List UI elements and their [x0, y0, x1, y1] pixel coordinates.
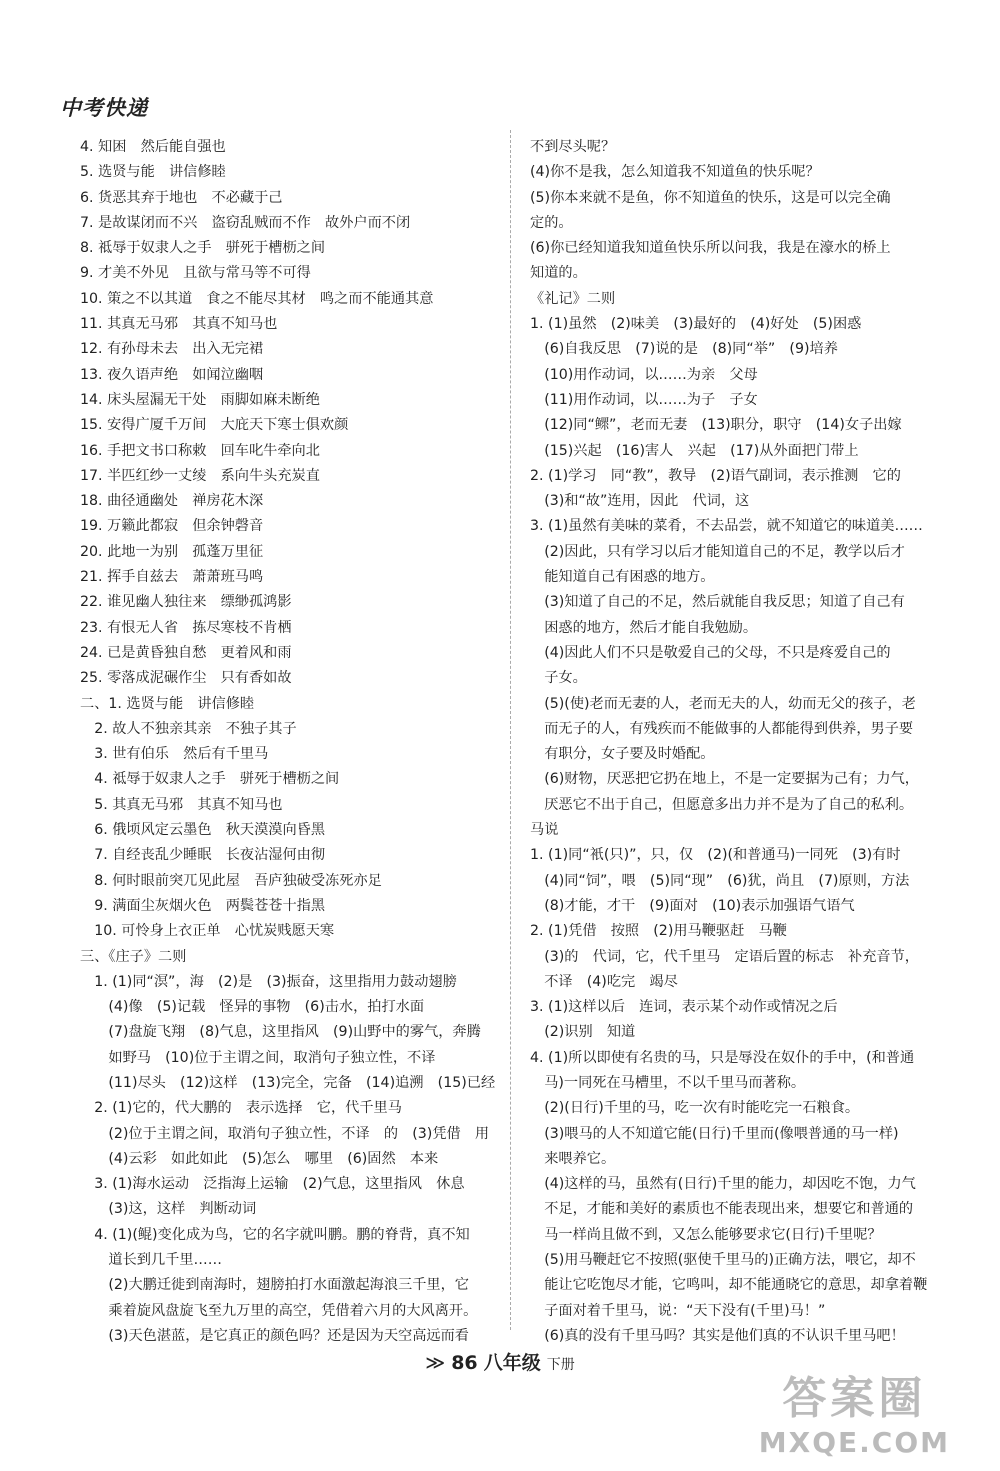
text-line: (4)云彩 如此如此 (5)怎么 哪里 (6)固然 本来 — [80, 1150, 439, 1167]
text-line: 马一样尚且做不到，又怎么能够要求它(日行)千里呢？ — [530, 1226, 882, 1243]
text-line: 1. (1)同“衹(只)”，只，仅 (2)(和普通马)一同死 (3)有时 — [530, 847, 901, 864]
text-line: 7. 是故谋闭而不兴 盗窃乱贼而不作 故外户而不闭 — [80, 214, 411, 231]
text-line: 18. 曲径通幽处 禅房花木深 — [80, 493, 264, 510]
text-line: (7)盘旋飞翔 (8)气息，这里指风 (9)山野中的雾气，奔腾 — [80, 1024, 481, 1041]
text-line: 24. 已是黄昏独自愁 更着风和雨 — [80, 644, 292, 661]
text-line: (4)你不是我，怎么知道我不知道鱼的快乐呢？ — [530, 164, 820, 181]
text-line: 有职分，女子要及时婚配。 — [530, 746, 715, 763]
text-line: 22. 谁见幽人独往来 缥缈孤鸿影 — [80, 594, 292, 611]
text-line: (5)(使)老而无妻的人，老而无夫的人，幼而无父的孩子，老 — [530, 695, 916, 712]
text-line: 5. 其真无马邪 其真不知马也 — [80, 796, 283, 813]
text-line: 《礼记》二则 — [530, 290, 616, 307]
text-line: (2)位于主谓之间，取消句子独立性，不译 的 (3)凭借 用 — [80, 1125, 490, 1142]
text-line: 定的。 — [530, 214, 573, 231]
right-column — [530, 135, 970, 1349]
text-line: 4. 知困 然后能自强也 — [80, 139, 226, 155]
text-line: 厌恶它不出于自己，但愿意多出力并不是为了自己的私利。 — [530, 796, 914, 813]
text-line: 10. 可怜身上衣正单 心忧炭贱愿天寒 — [80, 923, 335, 940]
text-line: (15)兴起 (16)害人 兴起 (17)从外面把门带上 — [530, 442, 859, 459]
text-line: 4. (1)所以即使有名贵的马，只是辱没在奴仆的手中，(和普通 — [530, 1049, 915, 1066]
text-line: 15. 安得广厦千万间 大庇天下寒士俱欢颜 — [80, 417, 349, 434]
text-line: 2. (1)学习 同“教”，教导 (2)语气副词，表示推测 它的 — [530, 467, 901, 484]
text-line: (6)自我反思 (7)说的是 (8)同“举” (9)培养 — [530, 341, 838, 358]
text-line: (11)尽头 (12)这样 (13)完全，完备 (14)追溯 (15)已经 — [80, 1074, 496, 1091]
text-line: 1. (1)虽然 (2)味美 (3)最好的 (4)好处 (5)困惑 — [530, 316, 862, 333]
text-line: (12)同“鳏”，老而无妻 (13)职分，职守 (14)女子出嫁 — [530, 417, 902, 434]
text-line: 21. 挥手自兹去 萧萧班马鸣 — [80, 569, 264, 586]
text-line: (2)因此，只有学习以后才能知道自己的不足，教学以后才 — [530, 543, 905, 560]
text-line: 13. 夜久语声绝 如闻泣幽咽 — [80, 366, 264, 383]
text-line: 9. 才美不外见 且欲与常马等不可得 — [80, 265, 311, 282]
text-line: (6)你已经知道我知道鱼快乐所以问我，我是在濠水的桥上 — [530, 240, 891, 257]
text-line: (2)识别 知道 — [530, 1024, 636, 1041]
text-line: (3)的 代词，它，代千里马 定语后置的标志 补充音节， — [530, 948, 919, 965]
text-line: 2. 故人不独亲其亲 不独子其子 — [80, 720, 297, 737]
text-line: (5)用马鞭赶它不按照(驱使千里马的)正确方法，喂它，却不 — [530, 1252, 916, 1269]
text-line: 7. 自经丧乱少睡眠 长夜沾湿何由彻 — [80, 847, 326, 864]
text-line: 道长到几千里…… — [80, 1252, 222, 1269]
text-line: 3. (1)这样以后 连词，表示某个动作或情况之后 — [530, 999, 838, 1016]
text-line: 困惑的地方，然后才能自我勉励。 — [530, 619, 758, 636]
text-line: 三、《庄子》二则 — [80, 948, 187, 965]
text-line: 25. 零落成泥碾作尘 只有香如故 — [80, 670, 292, 687]
text-line: (2)(日行)千里的马，吃一次有时能吃完一石粮食。 — [530, 1100, 860, 1117]
text-line: 19. 万籁此都寂 但余钟磬音 — [80, 518, 264, 535]
text-line: (3)天色湛蓝，是它真正的颜色吗？还是因为天空高远而看 — [80, 1327, 469, 1344]
text-line: 知道的。 — [530, 265, 587, 282]
watermark-text: 答案圈 — [782, 1373, 927, 1424]
watermark-url: MXQE.COM — [758, 1426, 950, 1459]
column-divider — [510, 130, 511, 1330]
text-line: (5)你本来就不是鱼，你不知道鱼的快乐，这是可以完全确 — [530, 189, 891, 206]
text-line: 3. (1)虽然有美味的菜肴，不去品尝，就不知道它的味道美…… — [530, 518, 923, 535]
text-line: 9. 满面尘灰烟火色 两鬓苍苍十指黑 — [80, 897, 326, 914]
page-header-title: 中考快递 — [60, 96, 148, 120]
text-line: 2. (1)它的，代大鹏的 表示选择 它，代千里马 — [80, 1100, 402, 1117]
text-line: 14. 床头屋漏无干处 雨脚如麻未断绝 — [80, 391, 320, 408]
page-number: 86 — [451, 1352, 478, 1374]
text-line: 4. (1)(鲲)变化成为鸟，它的名字就叫鹏。鹏的脊背，真不知 — [80, 1226, 470, 1243]
text-line: 5. 选贤与能 讲信修睦 — [80, 164, 226, 181]
text-line: 16. 手把文书口称敕 回车叱牛牵向北 — [80, 442, 320, 459]
text-line: (2)大鹏迁徙到南海时，翅膀拍打水面激起海浪三千里，它 — [80, 1277, 469, 1294]
left-column — [80, 135, 520, 1349]
text-line: 不到尽头呢？ — [530, 139, 616, 155]
watermark — [759, 1362, 950, 1459]
text-line: (6)财物，厌恶把它扔在地上，不是一定要据为己有；力气， — [530, 771, 919, 788]
text-line: 马说 — [530, 822, 559, 839]
text-line: 12. 有孙母未去 出入无完裙 — [80, 341, 264, 358]
text-line: (4)因此人们不只是敬爱自己的父母，不只是疼爱自己的 — [530, 644, 891, 661]
text-line: 11. 其真无马邪 其真不知马也 — [80, 316, 278, 333]
text-line: 3. 世有伯乐 然后有千里马 — [80, 746, 269, 763]
text-line: (3)和“故”连用，因此 代词，这 — [530, 493, 750, 510]
text-line: 10. 策之不以其道 食之不能尽其材 鸣之而不能通其意 — [80, 290, 434, 307]
text-line: 6. 俄顷风定云墨色 秋天漠漠向昏黑 — [80, 822, 326, 839]
footer-arrows: ≫ — [425, 1352, 446, 1374]
text-line: 不足，才能和美好的素质也不能表现出来，想要它和普通的 — [530, 1201, 914, 1218]
text-line: 8. 何时眼前突兀见此屋 吾庐独破受冻死亦足 — [80, 872, 382, 889]
text-line: (3)喂马的人不知道它能(日行)千里而(像喂普通的马一样) — [530, 1125, 899, 1142]
text-line: 2. (1)凭借 按照 (2)用马鞭驱赶 马鞭 — [530, 923, 787, 940]
text-line: 23. 有恨无人省 拣尽寒枝不肯栖 — [80, 619, 292, 636]
text-line: 如野马 (10)位于主谓之间，取消句子独立性，不译 — [80, 1049, 436, 1066]
text-line: 3. (1)海水运动 泛指海上运输 (2)气息，这里指风 休息 — [80, 1176, 465, 1193]
text-line: 17. 半匹红纱一丈绫 系向牛头充炭直 — [80, 467, 320, 484]
text-line: 来喂养它。 — [530, 1150, 616, 1167]
text-line: 子面对着千里马，说：“天下没有(千里)马！” — [530, 1302, 826, 1319]
text-line: 1. (1)同“溟”，海 (2)是 (3)振奋，这里指用力鼓动翅膀 — [80, 973, 457, 990]
text-line: 20. 此地一为别 孤蓬万里征 — [80, 543, 264, 560]
text-line: 能知道自己有困惑的地方。 — [530, 569, 715, 586]
text-line: (3)知道了自己的不足，然后就能自我反思；知道了自己有 — [530, 594, 905, 611]
text-line: (6)真的没有千里马吗？其实是他们真的不认识千里马吧！ — [530, 1327, 905, 1344]
text-line: 4. 祗辱于奴隶人之手 骈死于槽枥之间 — [80, 771, 340, 788]
text-line: 二、1. 选贤与能 讲信修睦 — [80, 695, 255, 712]
volume-label: 下册 — [546, 1357, 575, 1373]
text-line: (4)像 (5)记载 怪异的事物 (6)击水，拍打水面 — [80, 999, 425, 1016]
text-line: 能让它吃饱尽才能，它鸣叫，却不能通晓它的意思，却拿着鞭 — [530, 1277, 928, 1294]
text-line: 不译 (4)吃完 竭尽 — [530, 973, 678, 990]
text-line: 6. 货恶其弃于地也 不必藏于己 — [80, 189, 283, 206]
text-line: (8)才能，才干 (9)面对 (10)表示加强语气语气 — [530, 897, 855, 914]
text-line: 乘着旋风盘旋飞至九万里的高空，凭借着六月的大风离开。 — [80, 1302, 478, 1319]
grade-label: 八年级 — [483, 1352, 541, 1374]
text-line: 子女。 — [530, 670, 587, 687]
text-line: (4)同“饲”，喂 (5)同“现” (6)犹，尚且 (7)原则，方法 — [530, 872, 910, 889]
text-line: (4)这样的马，虽然有(日行)千里的能力，却因吃不饱，力气 — [530, 1176, 916, 1193]
text-line: 马)一同死在马槽里，不以千里马而著称。 — [530, 1074, 806, 1091]
text-line: (11)用作动词，以……为子 子女 — [530, 391, 758, 408]
text-line: 而无子的人，有残疾而不能做事的人都能得到供养，男子要 — [530, 720, 914, 737]
text-line: (10)用作动词，以……为亲 父母 — [530, 366, 758, 383]
text-line: (3)这，这样 判断动词 — [80, 1201, 257, 1218]
text-line: 8. 祗辱于奴隶人之手 骈死于槽枥之间 — [80, 240, 326, 257]
